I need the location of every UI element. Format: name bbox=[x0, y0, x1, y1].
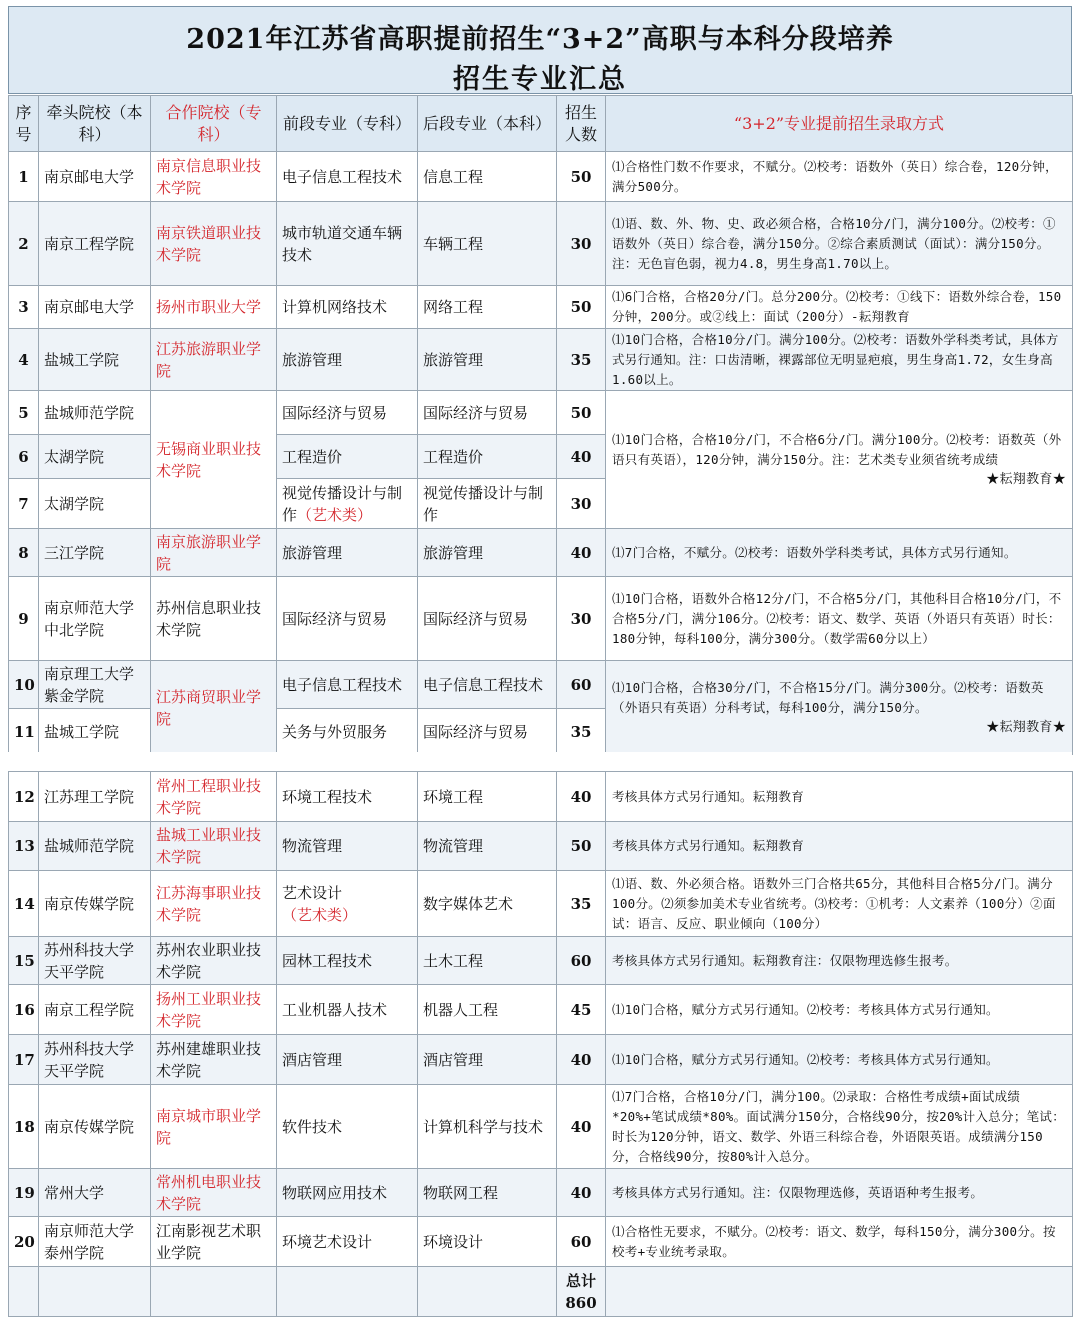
front-major: 工程造价 bbox=[277, 435, 418, 479]
lead-school: 南京传媒学院 bbox=[39, 871, 151, 937]
front-major: 关务与外贸服务 bbox=[277, 709, 418, 755]
front-major: 计算机网络技术 bbox=[277, 286, 418, 329]
lead-school: 南京师范大学中北学院 bbox=[39, 577, 151, 661]
partner-school: 常州工程职业技术学院 bbox=[151, 772, 277, 822]
row-no: 1 bbox=[9, 152, 39, 202]
admission-table-part2 bbox=[8, 771, 1073, 1317]
brand-star-label: ★耘翔教育★ bbox=[986, 471, 1066, 487]
header-seq: 序号 bbox=[9, 96, 39, 152]
back-major: 国际经济与贸易 bbox=[418, 391, 557, 435]
table-row bbox=[9, 1217, 1073, 1267]
partner-school: 常州机电职业技术学院 bbox=[151, 1169, 277, 1217]
table-row bbox=[9, 661, 1073, 709]
front-major: 电子信息工程技术 bbox=[277, 661, 418, 709]
header-admission-mode: “3+2”专业提前招生录取方式 bbox=[606, 96, 1073, 152]
back-major: 酒店管理 bbox=[418, 1035, 557, 1085]
page-title: 2021年江苏省高职提前招生“3+2”高职与本科分段培养 bbox=[186, 24, 894, 55]
admission-mode: 考核具体方式另行通知。耘翔教育 bbox=[606, 772, 1073, 822]
lead-school: 南京工程学院 bbox=[39, 202, 151, 286]
front-major: 国际经济与贸易 bbox=[277, 391, 418, 435]
table-row bbox=[9, 1035, 1073, 1085]
admission-mode: 考核具体方式另行通知。耘翔教育 bbox=[606, 822, 1073, 871]
header-front-major: 前段专业（专科） bbox=[277, 96, 418, 152]
lead-school: 太湖学院 bbox=[39, 479, 151, 529]
lead-school: 江苏理工学院 bbox=[39, 772, 151, 822]
back-major: 电子信息工程技术 bbox=[418, 661, 557, 709]
total-empty-cell bbox=[418, 1267, 557, 1317]
enroll-count: 60 bbox=[557, 937, 606, 985]
row-no: 8 bbox=[9, 529, 39, 577]
admission-mode: ⑴10门合格，赋分方式另行通知。⑵校考：考核具体方式另行通知。 bbox=[606, 1035, 1073, 1085]
lead-school: 盐城工学院 bbox=[39, 329, 151, 391]
admission-mode: 考核具体方式另行通知。耘翔教育注：仅限物理选修生报考。 bbox=[606, 937, 1073, 985]
row-no: 17 bbox=[9, 1035, 39, 1085]
lead-school: 南京邮电大学 bbox=[39, 152, 151, 202]
row-no: 15 bbox=[9, 937, 39, 985]
back-major: 网络工程 bbox=[418, 286, 557, 329]
front-major: 园林工程技术 bbox=[277, 937, 418, 985]
front-major: 物联网应用技术 bbox=[277, 1169, 418, 1217]
partner-school: 无锡商业职业技术学院 bbox=[151, 391, 277, 529]
lead-school: 盐城师范学院 bbox=[39, 391, 151, 435]
table-row bbox=[9, 329, 1073, 391]
partner-school: 江苏旅游职业学院 bbox=[151, 329, 277, 391]
enroll-count: 35 bbox=[557, 871, 606, 937]
enroll-count: 45 bbox=[557, 985, 606, 1035]
back-major: 物联网工程 bbox=[418, 1169, 557, 1217]
back-major: 环境设计 bbox=[418, 1217, 557, 1267]
total-empty-cell bbox=[277, 1267, 418, 1317]
row-no: 20 bbox=[9, 1217, 39, 1267]
row-no: 10 bbox=[9, 661, 39, 709]
enroll-count: 30 bbox=[557, 202, 606, 286]
enroll-count: 40 bbox=[557, 772, 606, 822]
back-major: 数字媒体艺术 bbox=[418, 871, 557, 937]
back-major: 国际经济与贸易 bbox=[418, 709, 557, 755]
back-major: 旅游管理 bbox=[418, 329, 557, 391]
front-major: 旅游管理 bbox=[277, 329, 418, 391]
table-row bbox=[9, 1169, 1073, 1217]
admission-mode: ⑴6门合格，合格20分/门。总分200分。⑵校考：①线下：语数外综合卷，150分钟，200分。或②线上：面试（200分）-耘翔教育 bbox=[606, 286, 1073, 329]
enroll-count: 50 bbox=[557, 286, 606, 329]
art-tag: （艺术类） bbox=[297, 505, 373, 524]
lead-school: 常州大学 bbox=[39, 1169, 151, 1217]
enroll-count: 40 bbox=[557, 1085, 606, 1169]
enroll-count: 50 bbox=[557, 822, 606, 871]
admission-mode: ⑴语、数、外、物、史、政必须合格，合格10分/门，满分100分。⑵校考：①语数外（英日）综合卷，满分150分。②综合素质测试（面试）：满分150分。注：无色盲色弱，视力4.8，男生身高1.70以上。 bbox=[606, 202, 1073, 286]
total-value: 860 bbox=[565, 1293, 597, 1312]
total-cell bbox=[557, 1267, 606, 1317]
partner-school: 苏州农业职业技术学院 bbox=[151, 937, 277, 985]
header-back-major: 后段专业（本科） bbox=[418, 96, 557, 152]
lead-school: 苏州科技大学天平学院 bbox=[39, 1035, 151, 1085]
admission-mode-text: ⑴10门合格，合格10分/门，不合格6分/门。满分100分。⑵校考：语数英（外语只有英语），120分钟，满分150分。注：艺术类专业须省统考成绩 bbox=[612, 431, 1062, 467]
partner-school: 扬州市职业大学 bbox=[151, 286, 277, 329]
admission-mode: ⑴7门合格，合格10分/门，满分100。⑵录取：合格性考成绩+面试成绩*20%+笔试成绩*80%。面试满分150分，合格线90分，按20%计入总分；笔试：时长为120分钟，语文、数学、外语三科综合卷，外语限英语。成绩满分150分，合格线90分，按80%计入总分。 bbox=[606, 1085, 1073, 1169]
table-row bbox=[9, 772, 1073, 822]
front-major: 物流管理 bbox=[277, 822, 418, 871]
back-major: 视觉传播设计与制作 bbox=[418, 479, 557, 529]
title-banner bbox=[8, 6, 1072, 94]
back-major: 旅游管理 bbox=[418, 529, 557, 577]
front-major: 电子信息工程技术 bbox=[277, 152, 418, 202]
lead-school: 三江学院 bbox=[39, 529, 151, 577]
row-no: 13 bbox=[9, 822, 39, 871]
table-row bbox=[9, 286, 1073, 329]
page-subtitle: 招生专业汇总 bbox=[453, 64, 627, 95]
row-no: 16 bbox=[9, 985, 39, 1035]
total-row bbox=[9, 1267, 1073, 1317]
lead-school: 南京工程学院 bbox=[39, 985, 151, 1035]
admission-mode: ⑴10门合格，赋分方式另行通知。⑵校考：考核具体方式另行通知。 bbox=[606, 985, 1073, 1035]
table-row bbox=[9, 577, 1073, 661]
front-major-cell bbox=[277, 479, 418, 529]
front-major: 酒店管理 bbox=[277, 1035, 418, 1085]
back-major: 物流管理 bbox=[418, 822, 557, 871]
row-no: 7 bbox=[9, 479, 39, 529]
lead-school: 南京邮电大学 bbox=[39, 286, 151, 329]
enroll-count: 40 bbox=[557, 529, 606, 577]
admission-mode-text: ⑴10门合格，合格30分/门，不合格15分/门。满分300分。⑵校考：语数英（外语只有英语）分科考试，每科100分，满分150分。 bbox=[612, 679, 1044, 715]
art-tag: （艺术类） bbox=[282, 905, 358, 924]
row-no: 4 bbox=[9, 329, 39, 391]
admission-mode: 考核具体方式另行通知。注：仅限物理选修，英语语种考生报考。 bbox=[606, 1169, 1073, 1217]
admission-table-part1 bbox=[8, 95, 1073, 755]
admission-mode-group bbox=[606, 391, 1073, 529]
admission-mode: ⑴10门合格，合格10分/门。满分100分。⑵校考：语数外学科类考试，具体方式另行通知。注：口齿清晰，裸露部位无明显疤痕，男生身高1.72，女生身高1.60以上。 bbox=[606, 329, 1073, 391]
partner-school: 盐城工业职业技术学院 bbox=[151, 822, 277, 871]
lead-school: 南京理工大学紫金学院 bbox=[39, 661, 151, 709]
front-major: 国际经济与贸易 bbox=[277, 577, 418, 661]
total-empty-cell bbox=[151, 1267, 277, 1317]
enroll-count: 30 bbox=[557, 479, 606, 529]
total-empty-cell bbox=[9, 1267, 39, 1317]
header-count: 招生人数 bbox=[557, 96, 606, 152]
table-row bbox=[9, 391, 1073, 435]
back-major: 信息工程 bbox=[418, 152, 557, 202]
admission-mode-group bbox=[606, 661, 1073, 755]
front-major: 视觉传播设计与制作 bbox=[282, 483, 403, 524]
enroll-count: 35 bbox=[557, 329, 606, 391]
enroll-count: 50 bbox=[557, 152, 606, 202]
row-no: 2 bbox=[9, 202, 39, 286]
front-major: 艺术设计 bbox=[282, 883, 343, 902]
back-major: 机器人工程 bbox=[418, 985, 557, 1035]
header-lead-school: 牵头院校（本科） bbox=[39, 96, 151, 152]
enroll-count: 60 bbox=[557, 1217, 606, 1267]
table-row bbox=[9, 202, 1073, 286]
front-major: 环境艺术设计 bbox=[277, 1217, 418, 1267]
back-major: 环境工程 bbox=[418, 772, 557, 822]
row-no: 19 bbox=[9, 1169, 39, 1217]
lead-school: 盐城工学院 bbox=[39, 709, 151, 755]
lead-school: 盐城师范学院 bbox=[39, 822, 151, 871]
back-major: 国际经济与贸易 bbox=[418, 577, 557, 661]
enroll-count: 40 bbox=[557, 1169, 606, 1217]
table-row bbox=[9, 871, 1073, 937]
table-row bbox=[9, 529, 1073, 577]
row-no: 14 bbox=[9, 871, 39, 937]
total-empty-cell bbox=[39, 1267, 151, 1317]
partner-school: 江苏海事职业技术学院 bbox=[151, 871, 277, 937]
table-row bbox=[9, 985, 1073, 1035]
enroll-count: 35 bbox=[557, 709, 606, 755]
row-no: 18 bbox=[9, 1085, 39, 1169]
lead-school: 南京师范大学泰州学院 bbox=[39, 1217, 151, 1267]
admission-mode: ⑴语、数、外必须合格。语数外三门合格共65分，其他科目合格5分/门。满分100分。⑵须参加美术专业省统考。⑶校考：①机考：人文素养（100分）②面试：语言、反应、职业倾向（100分） bbox=[606, 871, 1073, 937]
back-major: 土木工程 bbox=[418, 937, 557, 985]
front-major: 软件技术 bbox=[277, 1085, 418, 1169]
lead-school: 苏州科技大学天平学院 bbox=[39, 937, 151, 985]
front-major: 工业机器人技术 bbox=[277, 985, 418, 1035]
table-gap bbox=[8, 752, 1072, 771]
partner-school: 苏州建雄职业技术学院 bbox=[151, 1035, 277, 1085]
front-major: 城市轨道交通车辆技术 bbox=[277, 202, 418, 286]
back-major: 车辆工程 bbox=[418, 202, 557, 286]
header-partner-school: 合作院校（专科） bbox=[151, 96, 277, 152]
admission-mode: ⑴合格性门数不作要求，不赋分。⑵校考：语数外（英日）综合卷，120分钟，满分500分。 bbox=[606, 152, 1073, 202]
partner-school: 南京信息职业技术学院 bbox=[151, 152, 277, 202]
partner-school: 扬州工业职业技术学院 bbox=[151, 985, 277, 1035]
table-row bbox=[9, 822, 1073, 871]
row-no: 3 bbox=[9, 286, 39, 329]
table-row bbox=[9, 937, 1073, 985]
row-no: 6 bbox=[9, 435, 39, 479]
partner-school: 南京城市职业学院 bbox=[151, 1085, 277, 1169]
front-major: 旅游管理 bbox=[277, 529, 418, 577]
lead-school: 南京传媒学院 bbox=[39, 1085, 151, 1169]
back-major: 工程造价 bbox=[418, 435, 557, 479]
partner-school: 江苏商贸职业学院 bbox=[151, 661, 277, 755]
brand-star-label: ★耘翔教育★ bbox=[986, 719, 1066, 735]
admission-mode: ⑴10门合格，语数外合格12分/门，不合格5分/门，其他科目合格10分/门，不合格5分/门，满分106分。⑵校考：语文、数学、英语（外语只有英语）时长：180分钟，每科100分，满分300分。（数学需60分以上） bbox=[606, 577, 1073, 661]
lead-school: 太湖学院 bbox=[39, 435, 151, 479]
enroll-count: 60 bbox=[557, 661, 606, 709]
table-row bbox=[9, 1085, 1073, 1169]
back-major: 计算机科学与技术 bbox=[418, 1085, 557, 1169]
front-major: 环境工程技术 bbox=[277, 772, 418, 822]
admission-mode: ⑴合格性无要求，不赋分。⑵校考：语文、数学，每科150分，满分300分。按校考+专业统考录取。 bbox=[606, 1217, 1073, 1267]
enroll-count: 40 bbox=[557, 1035, 606, 1085]
partner-school: 南京铁道职业技术学院 bbox=[151, 202, 277, 286]
total-label: 总计 bbox=[565, 1271, 596, 1290]
admission-mode: ⑴7门合格，不赋分。⑵校考：语数外学科类考试，具体方式另行通知。 bbox=[606, 529, 1073, 577]
front-major-cell bbox=[277, 871, 418, 937]
row-no: 11 bbox=[9, 709, 39, 755]
partner-school: 江南影视艺术职业学院 bbox=[151, 1217, 277, 1267]
row-no: 12 bbox=[9, 772, 39, 822]
table-row bbox=[9, 152, 1073, 202]
total-empty-cell bbox=[606, 1267, 1073, 1317]
enroll-count: 40 bbox=[557, 435, 606, 479]
enroll-count: 30 bbox=[557, 577, 606, 661]
row-no: 5 bbox=[9, 391, 39, 435]
partner-school: 苏州信息职业技术学院 bbox=[151, 577, 277, 661]
row-no: 9 bbox=[9, 577, 39, 661]
enroll-count: 50 bbox=[557, 391, 606, 435]
partner-school: 南京旅游职业学院 bbox=[151, 529, 277, 577]
